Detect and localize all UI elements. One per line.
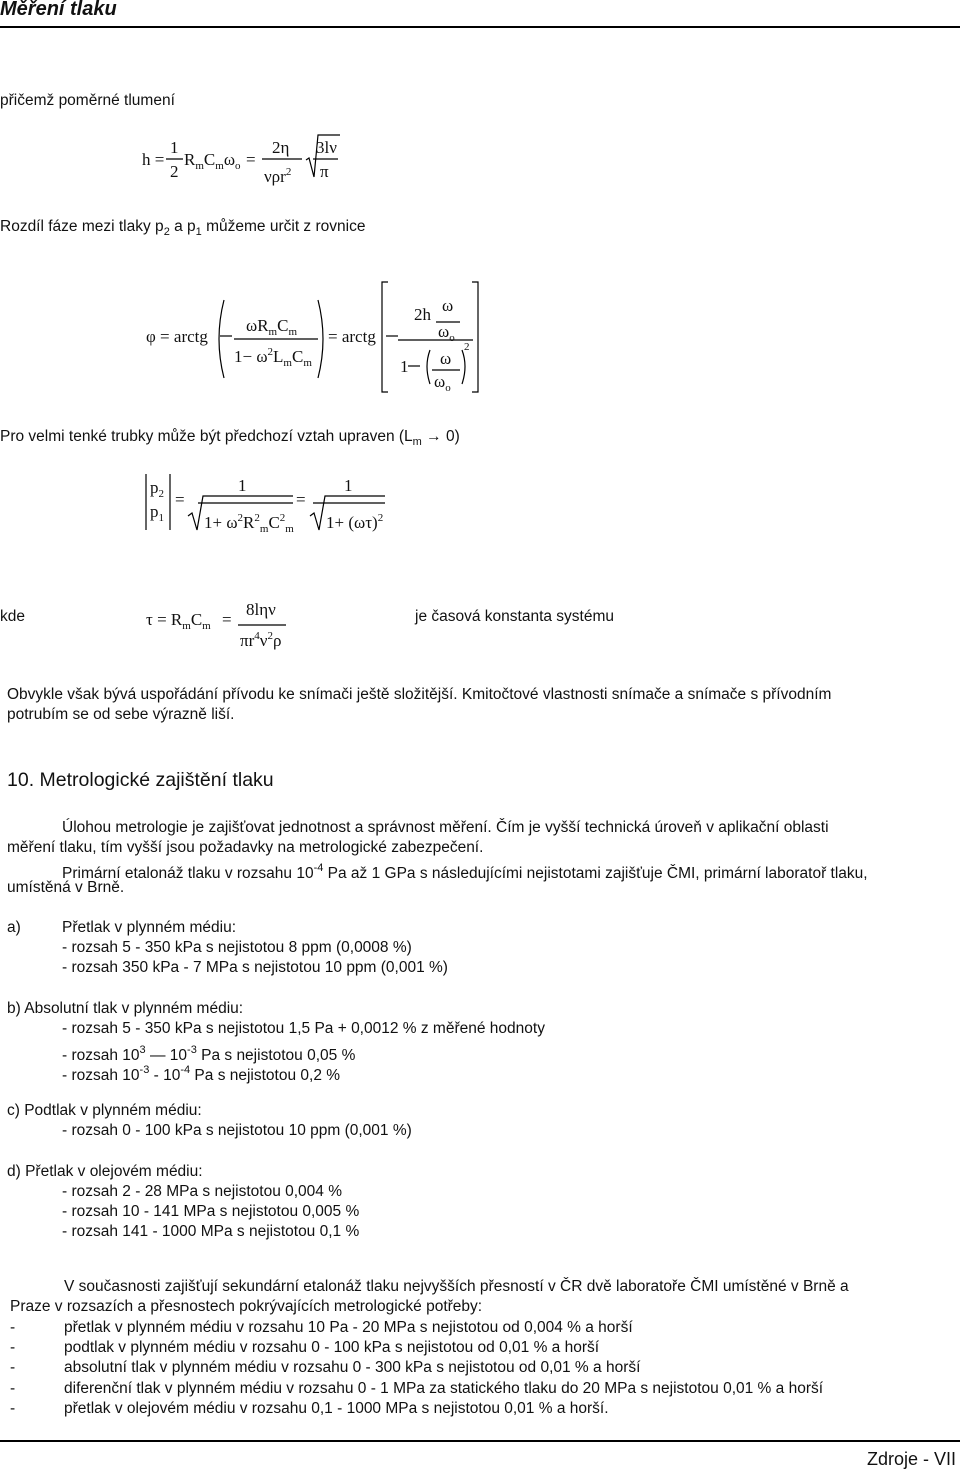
eq2-one: 1 [400,357,409,376]
eq1-num1: 1 [170,138,179,157]
bullet-text: absolutní tlak v plynném médiu v rozsahu 0 - 300 kPa s nejistotou od 0,01 % a horší [64,1359,641,1376]
eq2-w2: ω [440,349,452,368]
page-header-title: Měření tlaku [0,0,117,20]
list-b-item: - rozsah $10^3$ — $10^{-3}$ Pa s nejistotou 0,05 % [62,1044,356,1064]
eq3-num2: 1 [344,476,353,495]
eq1-den2: νρr$^2$ [264,166,292,186]
list-c-item: - rozsah 0 - 100 kPa s nejistotou 10 ppm (0,001 %) [62,1122,412,1139]
list-a-label: a) [7,919,21,936]
para2-line3: Primární etalonáž tlaku v rozsahu $10^{-4}$ Pa až 1 GPa s následujícími nejistotami zajišťuje ČMI, primární laboratoř tlaku, [62,862,868,882]
eq2-num: $\omega R_mC_m$ [246,316,297,338]
list-b-item: - rozsah 5 - 350 kPa s nejistotou 1,5 Pa + 0,0012 % z měřené hodnoty [62,1020,545,1037]
list-a-item: - rozsah 5 - 350 kPa s nejistotou 8 ppm (0,0008 %) [62,939,412,956]
eq2-sq: 2 [464,341,470,353]
para1-line2: potrubím se od sebe výrazně liší. [7,706,235,723]
bullet-dash: - [10,1339,16,1356]
list-d-title: d) Přetlak v olejovém médiu: [7,1163,203,1180]
kde-tau: $\tau = R_mC_m$ [146,610,211,632]
kde-label: kde [0,608,25,625]
kde-den: $\pi r^4\nu^2\rho$ [240,630,282,650]
eq3-eq1: = [175,490,185,509]
intro-text: přičemž poměrné tlumení [0,92,175,109]
eq2-wo2: $\omega_o$ [434,372,451,394]
kde-num: 8lην [246,600,276,619]
bullet-dash: - [10,1380,16,1397]
footer-label: Zdroje - VII [866,1449,956,1469]
eq3-p1: $p_1$ [150,502,164,524]
list-d-item: - rozsah 2 - 28 MPa s nejistotou 0,004 % [62,1183,343,1200]
para3-line1: V současnosti zajišťují sekundární etalonáž tlaku nejvyšších přesností v ČR dvě laboratoře ČMI umístěné v Brně a [64,1278,849,1295]
eq1-num3: 3lν [316,138,337,157]
eq3-den2: $1+ (\omega\tau)^2$ [326,512,384,532]
eq1-eq: = [246,150,256,169]
tube-text: Pro velmi tenké trubky může být předchozí vztah upraven $(L_m \to 0)$ [0,428,460,448]
list-b-item: - rozsah $10^{-3} - 10^{-4}$ Pa s nejistotou 0,2 % [62,1064,341,1084]
list-b-title: b) Absolutní tlak v plynném médiu: [7,1000,244,1017]
bullet-dash: - [10,1400,16,1417]
phase-text: Rozdíl fáze mezi tlaky $p_2$ a $p_1$ můžeme určit z rovnice [0,218,366,238]
eq3-p2: $p_2$ [150,478,164,500]
eq2-eq: = arctg [328,327,376,346]
eq1-lhs: h = [142,150,165,169]
list-a-title: Přetlak v plynném médiu: [62,919,237,936]
eq2-phi: φ = arctg [146,327,208,346]
list-c-title: c) Podtlak v plynném médiu: [7,1102,202,1119]
eq2-den: $1- \omega^2L_mC_m$ [234,346,312,369]
bullet-dash: - [10,1359,16,1376]
kde-eq: = [222,610,232,629]
bullet-dash: - [10,1319,16,1336]
para2-line1: Úlohou metrologie je zajišťovat jednotnost a správnost měření. Čím je vyšší technická úroveň v aplikační oblasti [62,819,829,836]
list-a-item: - rozsah 350 kPa - 7 MPa s nejistotou 10 ppm (0,001 %) [62,959,448,976]
eq2-w: ω [442,296,454,315]
eq2-h2: 2h [414,305,431,324]
bullet-text: přetlak v plynném médiu v rozsahu 10 Pa - 20 MPa s nejistotou od 0,004 % a horší [64,1319,633,1336]
list-d-item: - rozsah 141 - 1000 MPa s nejistotou 0,1 % [62,1223,360,1240]
eq1-den3: π [320,162,329,181]
para1-line1: Obvykle však bývá uspořádání přívodu ke snímači ještě složitější. Kmitočtové vlastnosti snímače a snímače s přívodním [7,686,832,703]
kde-desc: je časová konstanta systému [415,608,615,625]
eq2-wo: $\omega_o$ [438,322,455,344]
bullet-text: přetlak v olejovém médiu v rozsahu 0,1 - 1000 MPa s nejistotou 0,01 % a horší. [64,1400,609,1417]
para3-line2: Praze v rozsazích a přesnostech pokrývajících metrologické potřeby: [10,1298,483,1315]
eq1-mid: $R_mC_m\omega_o$ [184,150,241,172]
bullet-text: podtlak v plynném médiu v rozsahu 0 - 100 kPa s nejistotou od 0,01 % a horší [64,1339,600,1356]
section-title: 10. Metrologické zajištění tlaku [7,769,274,791]
eq3-eq2: = [296,490,306,509]
para2-line4: umístěná v Brně. [7,879,125,896]
eq1-den1: 2 [170,162,179,181]
para2-line2: měření tlaku, tím vyšší jsou požadavky na metrologické zabezpečení. [7,839,484,856]
list-d-item: - rozsah 10 - 141 MPa s nejistotou 0,005 % [62,1203,360,1220]
eq3-num1: 1 [238,476,247,495]
eq1-num2: 2η [272,138,290,157]
footer-rule [0,1440,960,1442]
eq3-den1: $1+ \omega^2R^2_mC^2_m$ [204,512,294,535]
bullet-text: diferenční tlak v plynném médiu v rozsahu 0 - 1 MPa za statického tlaku do 20 MPa s nejistotou 0,01 % a horší [64,1380,824,1397]
